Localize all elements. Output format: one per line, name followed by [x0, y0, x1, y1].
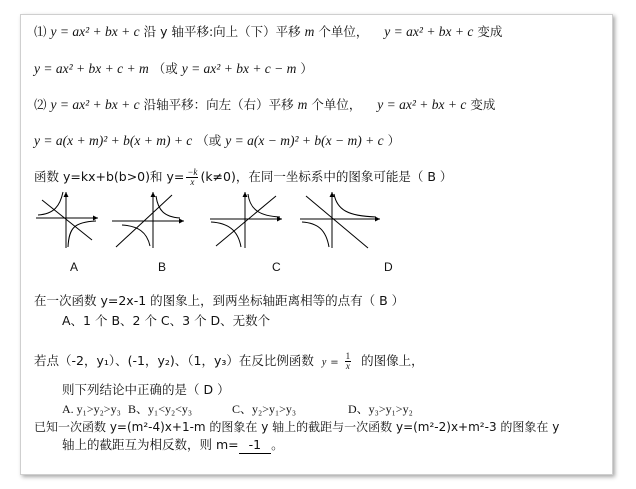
rule-2-result-line: [34, 133, 400, 149]
rule-2-number: ⑵: [34, 97, 47, 112]
question-3-option-c: C、y₂>y₁>y₃: [232, 402, 297, 416]
rule-2-text-a: 沿轴平移：向左（右）平移: [143, 97, 294, 112]
rule-1-text-a: 沿 y 轴平移:向上（下）平移: [143, 24, 301, 39]
question-3-stem2: 则下列结论中正确的是（ D ）: [62, 382, 230, 397]
question-3-text-b: 的图像上，: [361, 353, 424, 368]
graph-b: [110, 190, 186, 250]
rule-2-result-close: ）: [387, 133, 401, 148]
rule-1-result-alt: y = ax² + bx + c − m: [181, 61, 297, 76]
graph-b-label: B: [158, 260, 167, 274]
graph-c-label: C: [272, 260, 281, 274]
rule-1-formula-a: y = ax² + bx + c: [50, 24, 140, 39]
question-3-option-b: B、y₁<y₂<y₃: [128, 402, 193, 416]
graph-d-label: D: [384, 260, 393, 274]
rule-2-text-c: 变成: [470, 97, 496, 112]
question-1-text-b: (k≠0)，在同一坐标系中的图象可能是（ B ）: [200, 169, 453, 184]
rule-1-formula-b: y = ax² + bx + c: [384, 24, 474, 39]
rule-1-text-c: 变成: [477, 24, 503, 39]
graph-a: [34, 190, 100, 250]
question-4-text-b: 。: [271, 437, 284, 452]
question-3-fn-y: y: [321, 357, 327, 368]
question-3-text-a: 若点（-2，y₁）、(-1，y₂)、（1，y₃）在反比例函数: [34, 353, 314, 368]
question-1-text-a: 函数 y=kx+b(b>0)和 y=: [34, 169, 185, 184]
rule-2-result-or: （或: [196, 133, 222, 148]
question-1-line: [34, 166, 452, 188]
rule-1-result-or: （或: [152, 61, 178, 76]
question-4-line-1: 已知一次函数 y=(m²-4)x+1-m 的图象在 y 轴上的截距与一次函数 y=(m²-2)x+m²-3 的图象在 y: [34, 420, 560, 434]
rule-1-number: ⑴: [34, 24, 47, 39]
rule-1-result-close: ）: [300, 61, 313, 76]
question-3-fraction: [345, 352, 352, 371]
rule-2-formula-a: y = ax² + bx + c: [50, 97, 140, 112]
question-1-fraction-den: x: [190, 177, 195, 187]
rule-2-result-alt: y = a(x − m)² + b(x − m) + c: [225, 133, 384, 148]
question-1-fraction-num: −k: [187, 167, 198, 177]
rule-2-m: m: [297, 97, 308, 112]
question-2-stem: 在一次函数 y=2x-1 的图象上，到两坐标轴距离相等的点有（ B ）: [34, 293, 405, 308]
rule-2-text-b: 个单位，: [311, 97, 362, 112]
graph-c: [208, 190, 284, 250]
question-3-option-a: A. y₁>y₂>y₃: [62, 402, 121, 416]
question-3-fraction-den: x: [345, 361, 350, 371]
rule-1-result-formula: y = ax² + bx + c + m: [34, 61, 149, 76]
question-3-line: [34, 350, 424, 374]
rule-1-result-line: [34, 61, 313, 77]
graph-d: [298, 190, 382, 250]
rule-2-line: [34, 97, 495, 113]
rule-2-result-formula: y = a(x + m)² + b(x + m) + c: [34, 133, 193, 148]
question-1-fraction: [186, 168, 198, 187]
question-3-options: [62, 401, 413, 417]
question-4-line-2: [62, 437, 284, 454]
graph-a-label: A: [70, 260, 79, 274]
question-4-answer: -1: [239, 437, 271, 454]
rule-1-m: m: [304, 24, 315, 39]
question-4-text-a: 轴上的截距互为相反数，则 m=: [62, 437, 239, 452]
rule-1-text-b: 个单位，: [318, 24, 369, 39]
rule-2-formula-b: y = ax² + bx + c: [377, 97, 467, 112]
question-2-options: A、1 个 B、2 个 C、3 个 D、无数个: [62, 313, 271, 328]
question-3-fraction-num: 1: [345, 351, 351, 361]
question-3-fn-eq: =: [330, 357, 339, 368]
rule-1-line: [34, 24, 502, 40]
question-3-option-d: D、y₃>y₁>y₂: [348, 402, 413, 416]
